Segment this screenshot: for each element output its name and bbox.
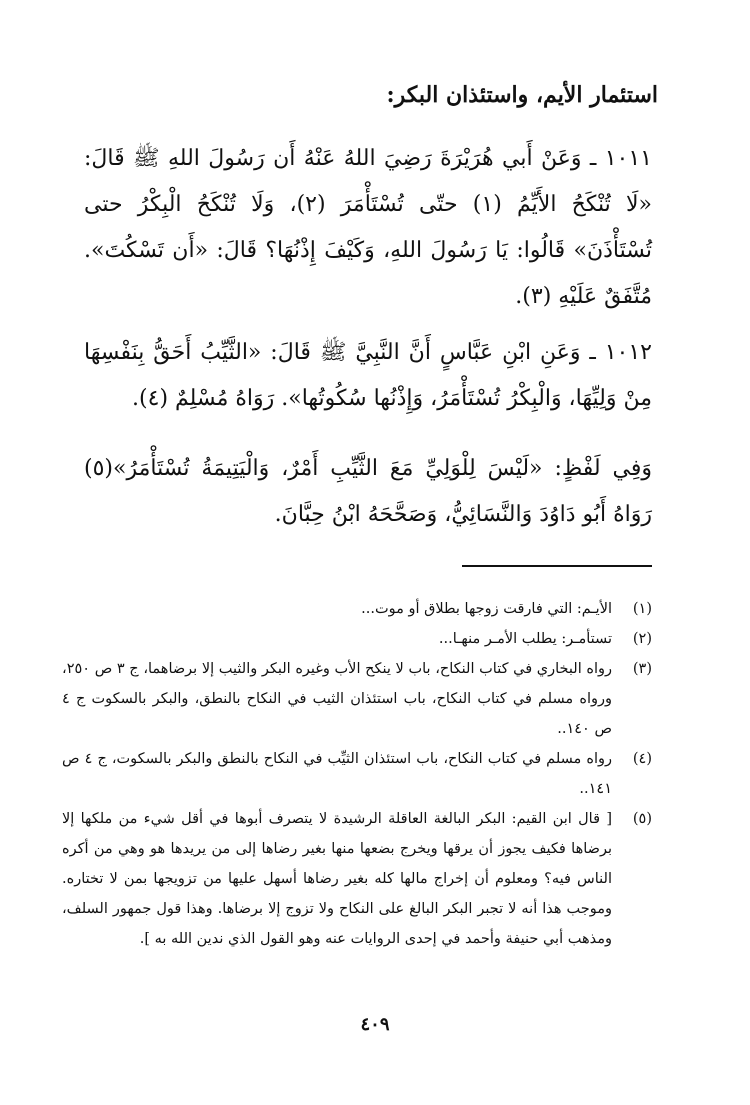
footnote-2	[62, 624, 652, 654]
footnote-number: (٤)	[632, 751, 652, 767]
hadith-1012: ١٠١٢ ـ وَعَنِ ابْنِ عَبَّاسٍ أَنَّ النَّبِيَّ ﷺ قَالَ: «الثَّيِّبُ أَحَقُّ بِنَفْسِهَا مِنْ وَلِيِّهَا، وَالْبِكْرُ تُسْتَأْمَرُ، وَإِذْنُها سُكُوتُها». رَوَاهُ مُسْلِمٌ (٤).	[84, 340, 652, 411]
footnote-text: [ قال ابن القيم: البكر البالغة العاقلة الرشيدة لا يتصرف أبوها في أقل شيء من ملكها إلا برضاها فكيف يجوز أن يرقها ويخرج بضعها منها بغير رضاها إلى من يريدها هو وهي من أكره الناس فيه؟ ومعلوم أن إخراج مالها كله بغير رضاها أسهل عليها من تزويجها بمن لا تختاره. وموجب هذا أنه لا تجبر البكر البالغ على النكاح ولا تزوج إلا برضاها. وهذا قول جمهور السلف، ومذهب أبي حنيفة وأحمد في إحدى الروايات عنه وهو القول الذي ندين الله به ].	[62, 811, 612, 947]
hadith-1011: ١٠١١ ـ وَعَنْ أَبي هُرَيْرَةَ رَضِيَ اللهُ عَنْهُ أَن رَسُولَ اللهِ ﷺ قَالَ: «لَا تُنْكَحُ الأَيِّمُ (١) حتّى تُسْتَأْمَرَ (٢)، وَلَا تُنْكَحُ الْبِكْرُ حتى تُسْتَأْذَنَ» قَالُوا: يَا رَسُولَ اللهِ، وَكَيْفَ إِذْنُهَا؟ قَالَ: «أَن تَسْكُتَ». مُتَّفَقٌ عَلَيْهِ (٣).	[84, 146, 653, 309]
footnote-4	[62, 744, 652, 804]
footnote-text: رواه البخاري في كتاب النكاح، باب لا ينكح الأب وغيره البكر والثيب إلا برضاهما، ج ٣ ص ٢٥٠، ورواه مسلم في كتاب النكاح، باب استئذان الثيب في النكاح بالنطق، والبكر بالسكوت ج ٤ ص ١٤٠..	[62, 661, 612, 737]
footnote-number: (٥)	[632, 811, 652, 827]
footnote-text: الأيـم: التي فارقت زوجها بطلاق أو موت...	[361, 601, 612, 617]
footnote-text: تستأمـر: يطلب الأمـر منهـا...	[438, 631, 612, 647]
page-number: ٤٠٩	[360, 1014, 390, 1035]
footnote-text: رواه مسلم في كتاب النكاح، باب استئذان الثيِّب في النكاح بالنطق والبكر بالسكوت، ج ٤ ص ١٤١..	[62, 751, 613, 797]
footnote-1	[62, 594, 652, 624]
footnote-number: (١)	[632, 601, 652, 617]
section-heading: استئمار الأيم، واستئذان البكر:	[386, 82, 658, 108]
footnotes	[62, 594, 652, 954]
hadith-1012-variant: وَفِي لَفْظٍ: «لَيْسَ لِلْوَلِيِّ مَعَ الثَّيِّبِ أَمْرٌ، وَالْيَتِيمَةُ تُسْتَأْمَرُ»(٥) رَوَاهُ أَبُو دَاوُدَ وَالنَّسَائِيُّ، وَصَحَّحَهُ ابْنُ حِبَّانَ.	[84, 456, 652, 527]
footnote-3	[62, 654, 652, 744]
footnote-5	[62, 804, 652, 954]
footnote-number: (٣)	[632, 661, 652, 677]
footnote-number: (٢)	[632, 631, 652, 647]
footnote-separator	[462, 565, 652, 567]
